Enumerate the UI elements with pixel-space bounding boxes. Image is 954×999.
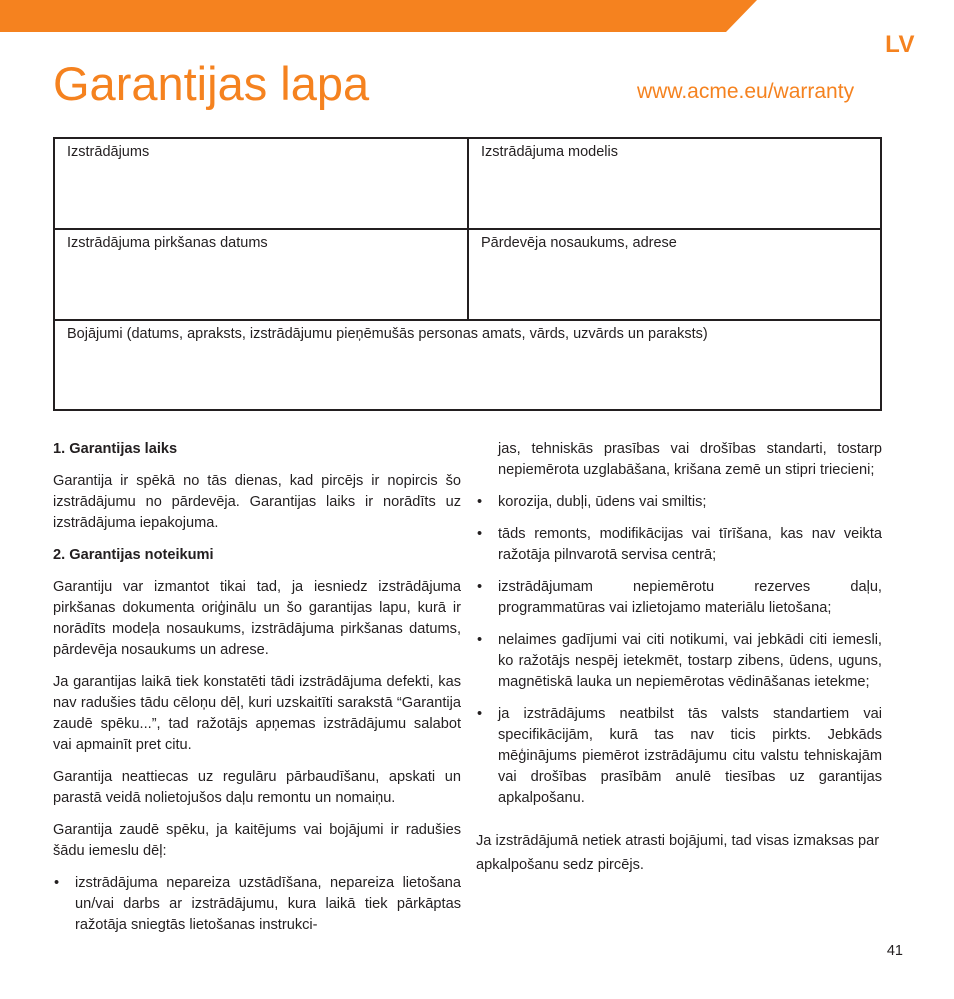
seller-cell[interactable] (469, 230, 880, 321)
list-item-continuation: jas, tehniskās prasības vai drošības standarti, tostarp nepiemērota uzglabāšana, krišana zemē un stipri triecieni; (498, 441, 882, 478)
list-item-text: korozija, dubļi, ūdens vai smiltis; (498, 494, 707, 510)
section-1-heading: 1. Garantijas laiks (53, 441, 178, 457)
list-item (53, 873, 461, 936)
language-code: LV (885, 31, 915, 58)
list-item (476, 630, 882, 693)
section-2-paragraph-3: Garantija neattiecas uz regulāru pārbaudīšanu, apskati un parastā veidā nolietojušos daļu remontu un nomaiņu. (53, 769, 461, 806)
section-1-paragraph: Garantija ir spēkā no tās dienas, kad pircējs ir nopircis šo izstrādājumu no pārdevēja. Garantijas laiks ir norādīts uz izstrādājuma iepakojuma. (53, 473, 461, 531)
section-2-heading: 2. Garantijas noteikumi (53, 547, 214, 563)
void-conditions-list-start (53, 873, 461, 936)
product-label: Izstrādājums (67, 144, 150, 160)
top-orange-band (0, 0, 954, 32)
bullet-icon: • (54, 875, 60, 891)
right-column (476, 439, 882, 888)
list-item-text: nelaimes gadījumi vai citi notikumi, vai jebkādi citi iemesli, ko ražotājs nespēj ietekmēt, tostarp zibens, ūdens, uguns, magnētiskā lauka un nepiemērotas vēdināšanas ietekme; (498, 632, 882, 690)
void-conditions-list (476, 492, 882, 809)
damages-cell[interactable] (55, 321, 880, 409)
list-item (476, 524, 882, 566)
page-number: 41 (886, 943, 903, 959)
seller-label: Pārdevēja nosaukums, adrese (481, 235, 677, 251)
bullet-icon: • (477, 706, 483, 722)
list-item (476, 704, 882, 809)
section-2-paragraph-1: Garantiju var izmantot tikai tad, ja iesniedz izstrādājuma pirkšanas dokumenta oriģinālu un šo garantijas lapu, kurā ir norādīts modeļa nosaukums, izstrādājuma pirkšanas datums, pārdevēja nosaukums un adrese. (53, 579, 461, 658)
left-column (53, 439, 461, 947)
list-item-text: izstrādājuma nepareiza uzstādīšana, nepareiza lietošana un/vai darbs ar izstrādājumu, kura laikā tiek pārkāptas ražotāja sniegtās lietošanas instrukci- (75, 875, 461, 933)
warranty-form-table (53, 137, 882, 411)
bullet-icon: • (477, 579, 483, 595)
list-item (476, 492, 882, 513)
list-item-text: ja izstrādājums neatbilst tās valsts standartiem vai specifikācijām, kurā tas nav ticis pirkts. Jebkāds mēģinājums piemērot izstrādājumu citu valstu tehniskajām vai drošības prasībām anulē tiesības uz garantijas apkalpošanu. (498, 706, 882, 806)
list-item-text: izstrādājumam nepiemērotu rezerves daļu, programmatūras vai izlietojamo materiālu lietošana; (498, 579, 882, 616)
list-item-text: tāds remonts, modifikācijas vai tīrīšana, kas nav veikta ražotāja pilnvarotā servisa centrā; (498, 526, 882, 563)
section-2-paragraph-4: Garantija zaudē spēku, ja kaitējums vai bojājumi ir radušies šādu iemeslu dēļ: (53, 822, 461, 859)
warranty-url[interactable]: www.acme.eu/warranty (637, 80, 855, 103)
bullet-icon: • (477, 494, 483, 510)
purchase-date-cell[interactable] (55, 230, 469, 321)
purchase-date-label: Izstrādājuma pirkšanas datums (67, 235, 268, 251)
section-2-paragraph-2: Ja garantijas laikā tiek konstatēti tādi izstrādājuma defekti, kas nav radušies tādu cēloņu dēļ, kuri uzskaitīti sarakstā “Garantija zaudē spēku...”, tad ražotājs apņemas izstrādājumu salabot vai apmainīt pret citu. (53, 674, 461, 753)
page-title: Garantijas lapa (53, 57, 370, 110)
bullet-icon: • (477, 526, 483, 542)
list-item (476, 577, 882, 619)
damages-label: Bojājumi (datums, apraksts, izstrādājumu pieņēmušās personas amats, vārds, uzvārds un paraksts) (67, 326, 708, 342)
model-cell[interactable] (469, 139, 880, 230)
final-note: Ja izstrādājumā netiek atrasti bojājumi, tad visas izmaksas par apkalpošanu sedz pircējs. (476, 833, 880, 873)
product-cell[interactable] (55, 139, 469, 230)
model-label: Izstrādājuma modelis (481, 144, 618, 160)
bullet-icon: • (477, 632, 483, 648)
